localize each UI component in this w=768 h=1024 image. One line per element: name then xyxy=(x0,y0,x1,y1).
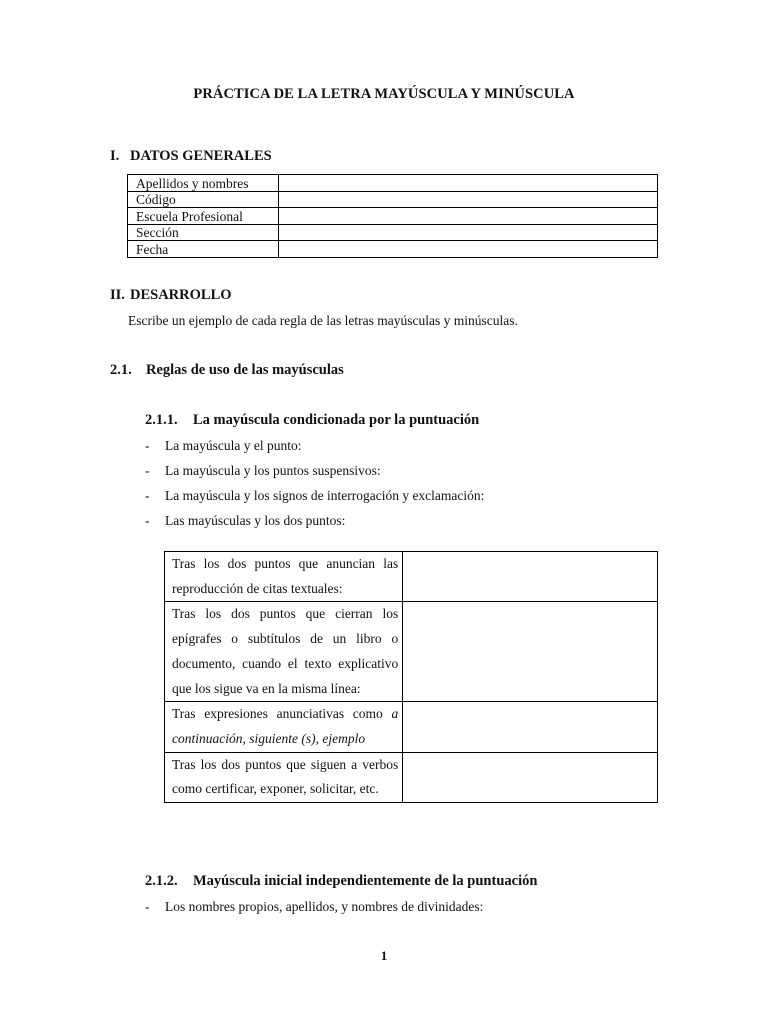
rule-text-plain: Tras expresiones anunciativas como xyxy=(172,706,383,722)
field-label-code: Código xyxy=(128,191,279,208)
rule-text-italic: a continuación, siguiente (s), ejemplo xyxy=(172,706,399,746)
table-row xyxy=(165,552,658,602)
table-row xyxy=(128,191,658,208)
rule-text xyxy=(165,702,403,752)
answer-cell[interactable] xyxy=(403,702,658,752)
general-data-table xyxy=(127,174,658,258)
list-item-text: La mayúscula y los puntos suspensivos: xyxy=(165,463,381,478)
table-row xyxy=(165,602,658,702)
table-row xyxy=(128,224,658,241)
table-row xyxy=(128,241,658,258)
answer-cell[interactable] xyxy=(403,752,658,802)
bullet-dash: - xyxy=(145,488,150,503)
rule-text: Tras los dos puntos que anuncian las reproducción de citas textuales: xyxy=(165,552,403,602)
table-row xyxy=(128,175,658,192)
rule-text: Tras los dos puntos que siguen a verbos como certificar, exponer, solicitar, etc. xyxy=(165,752,403,802)
rule-text: Tras los dos puntos que cierran los epígrafes o subtítulos de un libro o documento, cuando el texto explicativo que los sigue va en la misma línea: xyxy=(165,602,403,702)
bullet-dash: - xyxy=(145,438,150,453)
answer-cell[interactable] xyxy=(403,552,658,602)
list-item-text: Los nombres propios, apellidos, y nombres de divinidades: xyxy=(165,899,484,914)
field-label-date: Fecha xyxy=(128,241,279,258)
section-1-title: DATOS GENERALES xyxy=(130,148,272,164)
list-item-text: La mayúscula y los signos de interrogación y exclamación: xyxy=(165,488,485,503)
subsection-2-1-title: Reglas de uso de las mayúsculas xyxy=(146,362,344,378)
field-label-name: Apellidos y nombres xyxy=(128,175,279,192)
colon-rules-table xyxy=(164,551,658,803)
field-input-name[interactable] xyxy=(279,175,658,192)
subsection-2-1-2-heading xyxy=(145,873,537,890)
subsection-2-1-1-title: La mayúscula condicionada por la puntuación xyxy=(193,412,480,428)
subsection-2-1-2-title: Mayúscula inicial independientemente de la puntuación xyxy=(193,873,538,889)
table-row xyxy=(165,702,658,752)
section-2-number: II. xyxy=(110,287,125,303)
instruction-text: Escribe un ejemplo de cada regla de las letras mayúsculas y minúsculas. xyxy=(128,313,518,328)
section-1-heading xyxy=(110,148,272,165)
section-1-number: I. xyxy=(110,148,120,164)
table-row xyxy=(128,208,658,225)
bullet-dash: - xyxy=(145,513,150,528)
subsection-2-1-number: 2.1. xyxy=(110,362,132,378)
field-label-school: Escuela Profesional xyxy=(128,208,279,225)
list-item-text: La mayúscula y el punto: xyxy=(165,438,302,453)
section-2-title: DESARROLLO xyxy=(130,287,232,303)
field-label-section: Sección xyxy=(128,224,279,241)
list-item-text: Las mayúsculas y los dos puntos: xyxy=(165,513,346,528)
subsection-2-1-1-heading xyxy=(145,412,479,429)
field-input-section[interactable] xyxy=(279,224,658,241)
section-2-heading xyxy=(110,287,232,304)
page-title: PRÁCTICA DE LA LETRA MAYÚSCULA Y MINÚSCULA xyxy=(193,86,575,102)
subsection-2-1-1-number: 2.1.1. xyxy=(145,412,178,428)
subsection-2-1-heading xyxy=(110,362,344,379)
table-row xyxy=(165,752,658,802)
bullet-dash: - xyxy=(145,463,150,478)
field-input-date[interactable] xyxy=(279,241,658,258)
field-input-code[interactable] xyxy=(279,191,658,208)
answer-cell[interactable] xyxy=(403,602,658,702)
bullet-dash: - xyxy=(145,899,150,914)
subsection-2-1-2-number: 2.1.2. xyxy=(145,873,178,889)
field-input-school[interactable] xyxy=(279,208,658,225)
page-number: 1 xyxy=(380,948,388,963)
